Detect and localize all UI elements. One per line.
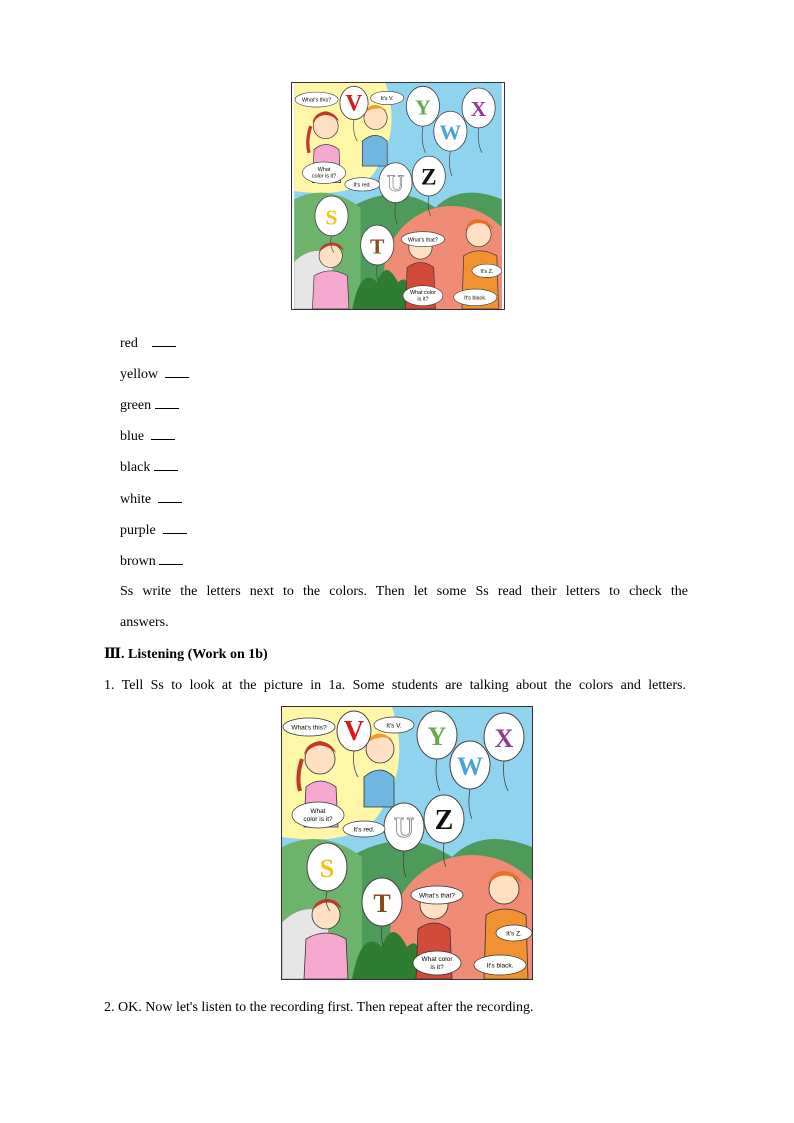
letter-x: X [494,724,514,753]
svg-text:It's V.: It's V. [386,722,402,730]
color-item-brown: brown [120,552,183,571]
letter-z: Z [420,164,437,191]
svg-text:It's black.: It's black. [486,962,514,970]
svg-text:What: What [310,808,326,815]
svg-text:color is it?: color is it? [311,173,337,180]
answer-blank[interactable] [151,427,175,440]
svg-text:What's that?: What's that? [419,892,455,900]
letter-t: T [370,234,385,259]
speech-bubble-its-z [496,925,532,941]
answer-blank[interactable] [159,552,183,565]
answer-blank[interactable] [152,334,176,347]
color-item-purple: purple [120,521,187,540]
svg-text:What's this?: What's this? [291,724,327,732]
svg-text:color is it?: color is it? [303,816,333,823]
speech-bubble-what-color-b [413,951,461,975]
speech-bubble-its-v [374,717,414,733]
letter-v: V [343,716,365,747]
letter-w: W [439,120,462,145]
color-item-black: black [120,458,178,477]
letter-z: Z [434,805,454,836]
color-item-green: green [120,396,179,415]
speech-bubble-its-z [472,264,502,277]
section-heading-listening: Ⅲ. Listening (Work on 1b) [104,647,268,662]
letter-v: V [345,90,363,117]
color-item-blue: blue [120,427,175,446]
color-item-red: red [120,334,176,353]
speech-bubble-its-black [474,955,526,975]
color-item-yellow: yellow [120,365,189,384]
answer-blank[interactable] [158,490,182,503]
svg-text:What's this?: What's this? [301,97,332,104]
step-2-text: 2. OK. Now let's listen to the recording first. Then repeat after the recording. [104,1000,534,1015]
instruction-line-1: Ss write the letters next to the colors. Then let some Ss read their letters to check the [120,584,688,599]
color-item-white: white [120,490,182,509]
svg-text:What: What [317,167,331,174]
svg-text:It's V.: It's V. [380,96,394,103]
svg-text:It's black.: It's black. [464,295,487,302]
illustration-1a-top [291,82,505,310]
speech-bubble-what-color-b [403,286,443,306]
letter-s: S [319,854,335,883]
illustration-1a-bottom [281,706,533,980]
speech-bubble-whats-this [295,92,338,107]
answer-blank[interactable] [155,396,179,409]
svg-text:What's that?: What's that? [408,237,438,244]
svg-text:It's Z.: It's Z. [506,930,522,938]
speech-bubble-whats-that [411,886,463,904]
speech-bubble-what-color [302,162,345,184]
speech-bubble-what-color [292,802,344,828]
svg-text:What color: What color [410,290,436,297]
letter-s: S [325,205,338,230]
letter-u: U [393,813,415,844]
svg-text:It's red.: It's red. [353,182,372,189]
step-1-text: 1. Tell Ss to look at the picture in 1a. Some students are talking about the colors and letters. [104,678,686,693]
speech-bubble-its-red [345,178,380,191]
speech-bubble-its-v [371,91,404,104]
speech-bubble-its-red [343,821,385,837]
svg-text:What color: What color [421,956,453,963]
letter-u: U [387,171,404,198]
answer-blank[interactable] [154,458,178,471]
answer-blank[interactable] [163,521,187,534]
speech-bubble-whats-this [283,718,335,736]
svg-text:It's Z.: It's Z. [480,268,494,275]
answer-blank[interactable] [165,365,189,378]
letter-x: X [470,97,487,122]
letter-w: W [457,752,483,781]
svg-text:It's red.: It's red. [353,826,375,834]
letter-y: Y [415,95,431,120]
speech-bubble-its-black [454,289,497,306]
speech-bubble-whats-that [401,232,444,247]
svg-text:is it?: is it? [430,964,444,971]
instruction-line-2: answers. [120,615,169,630]
svg-text:is it?: is it? [417,296,429,303]
letter-t: T [373,889,391,918]
letter-y: Y [427,722,447,751]
